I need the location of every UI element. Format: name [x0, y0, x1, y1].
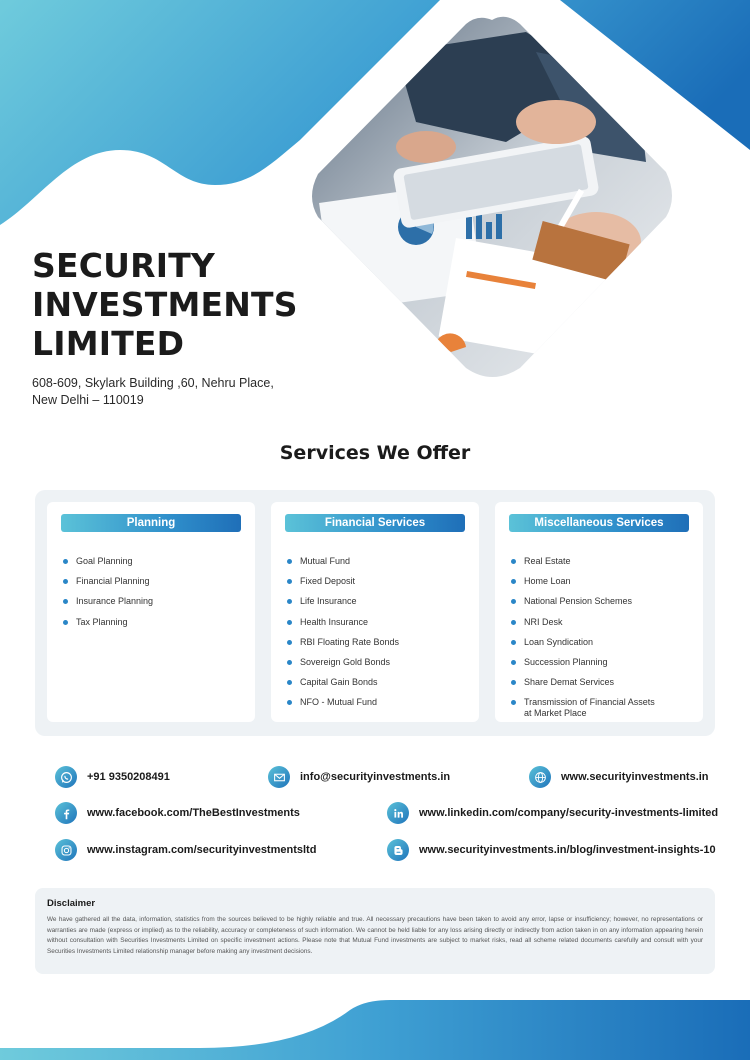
list-item: Insurance Planning [63, 596, 245, 607]
phone-number: +91 9350208491 [87, 771, 170, 783]
list-item: Transmission of Financial Assets at Market Place [511, 697, 693, 719]
address-line-1: 608-609, Skylark Building ,60, Nehru Place, [32, 376, 274, 390]
linkedin-url: www.linkedin.com/company/security-investments-limited [419, 807, 719, 819]
footer-wave-background [0, 1000, 750, 1060]
blog-url: www.securityinvestments.in/blog/investment-insights-10 [419, 844, 716, 856]
globe-icon [529, 766, 551, 788]
list-item: Share Demat Services [511, 677, 693, 688]
contact-email[interactable] [268, 766, 450, 788]
list-item: Home Loan [511, 576, 693, 587]
list-item: Life Insurance [287, 596, 469, 607]
linkedin-icon [387, 802, 409, 824]
service-card-financial [271, 502, 479, 722]
blogger-icon [387, 839, 409, 861]
list-item: NFO - Mutual Fund [287, 697, 469, 708]
list-item: Mutual Fund [287, 556, 469, 567]
email-address: info@securityinvestments.in [300, 771, 451, 783]
list-item: Tax Planning [63, 617, 245, 628]
instagram-url: www.instagram.com/securityinvestmentsltd [87, 844, 317, 856]
list-item: RBI Floating Rate Bonds [287, 637, 469, 648]
email-icon [268, 766, 290, 788]
address-line-2: New Delhi – 110019 [32, 393, 144, 407]
contact-linkedin[interactable] [387, 802, 718, 824]
list-item: NRI Desk [511, 617, 693, 628]
company-address [32, 375, 274, 409]
list-item: Capital Gain Bonds [287, 677, 469, 688]
service-card-misc [495, 502, 703, 722]
list-item: National Pension Schemes [511, 596, 693, 607]
company-name: SECURITY INVESTMENTS LIMITED [32, 246, 298, 363]
disclaimer-box [35, 888, 715, 974]
list-item: Fixed Deposit [287, 576, 469, 587]
hero-photo-diamond [306, 12, 678, 382]
facebook-icon [55, 802, 77, 824]
contact-blog[interactable] [387, 839, 716, 861]
financial-list [287, 556, 469, 718]
card-header-planning: Planning [61, 514, 241, 532]
whatsapp-icon [55, 766, 77, 788]
services-panel [35, 490, 715, 736]
misc-list [511, 556, 693, 729]
disclaimer-text: We have gathered all the data, information, statistics from the sources believed to be highly reliable and true. All necessary precautions have been taken to avoid any error, lapse or insufficiency; however, no representations or warranties are made (express or implied) as to the reliability, accuracy or completeness of such information. We cannot be held liable for any loss arising directly or indirectly from action taken in on any information appearing herein without consultation with Securities Investments Limited on specific investment actions. Please note that Mutual Fund investments are subject to market risks, read all scheme related documents carefully and consult with your Securities Investments Limited relationship manager before making any investment decisions. [47, 916, 703, 955]
contact-phone[interactable] [55, 766, 170, 788]
contact-instagram[interactable] [55, 839, 316, 861]
list-item: Loan Syndication [511, 637, 693, 648]
list-item: Real Estate [511, 556, 693, 567]
list-item: Goal Planning [63, 556, 245, 567]
card-header-financial: Financial Services [285, 514, 465, 532]
disclaimer-title: Disclaimer [47, 898, 96, 909]
list-item: Succession Planning [511, 657, 693, 668]
contact-facebook[interactable] [55, 802, 300, 824]
list-item: Health Insurance [287, 617, 469, 628]
service-card-planning [47, 502, 255, 722]
list-item: Sovereign Gold Bonds [287, 657, 469, 668]
contact-website[interactable] [529, 766, 709, 788]
services-title: Services We Offer [279, 442, 471, 464]
list-item: Financial Planning [63, 576, 245, 587]
facebook-url: www.facebook.com/TheBestInvestments [87, 807, 300, 819]
card-header-misc: Miscellaneous Services [509, 514, 689, 532]
planning-list [63, 556, 245, 637]
instagram-icon [55, 839, 77, 861]
website-url: www.securityinvestments.in [561, 771, 709, 783]
